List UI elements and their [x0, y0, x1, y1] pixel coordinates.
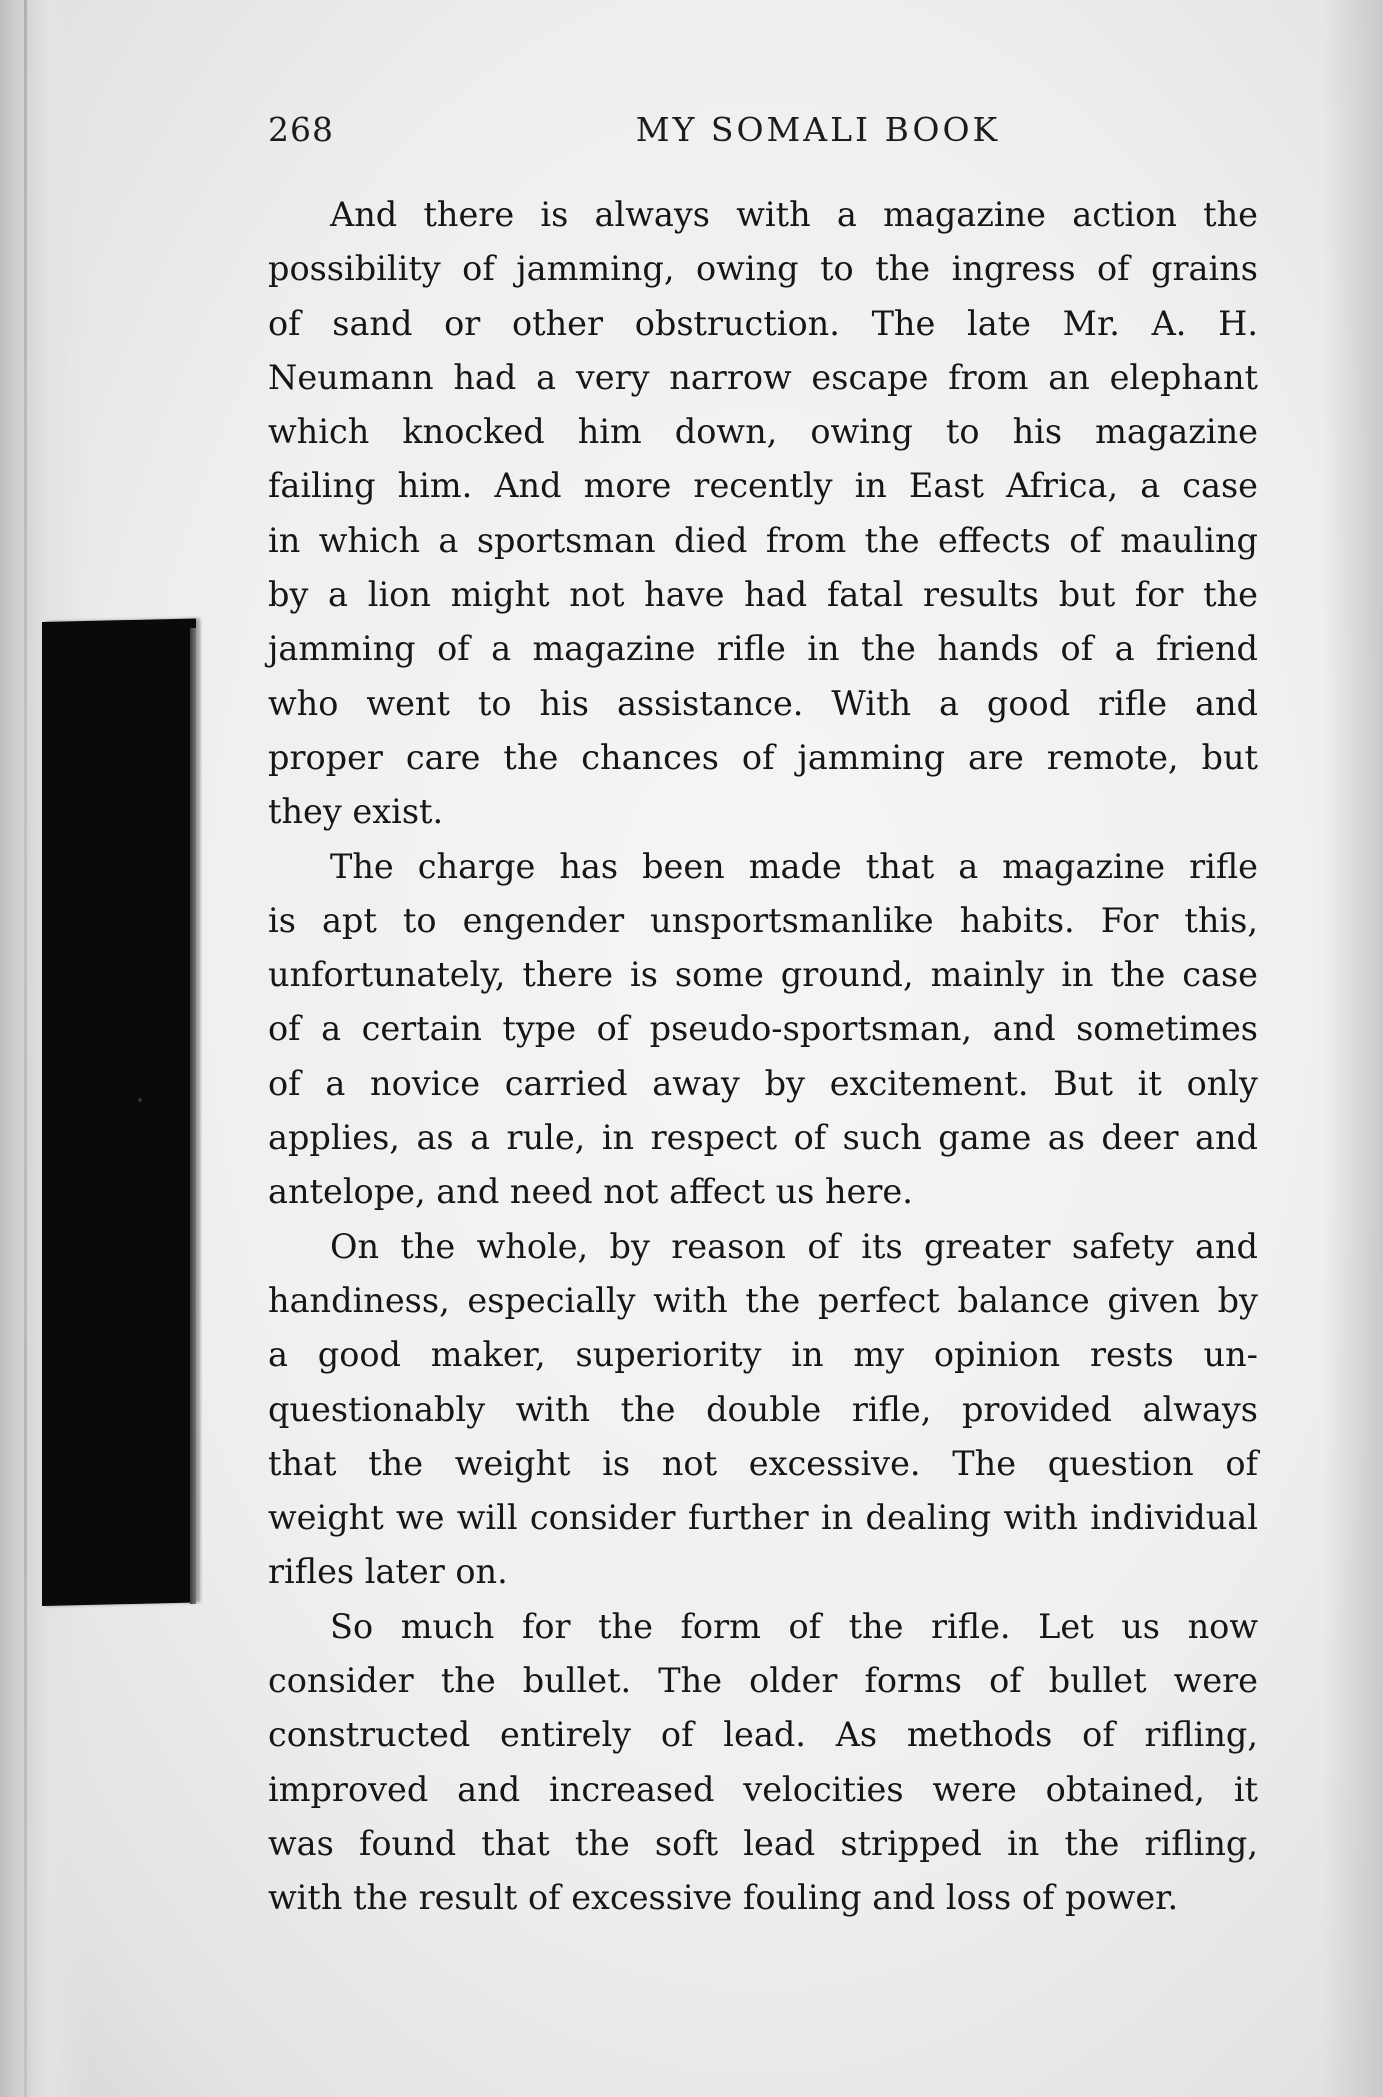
text-line: of a certain type of pseudo-sportsman, and sometimes	[268, 1009, 1258, 1049]
text-line: a good maker, superiority in my opinion rests un-	[268, 1335, 1258, 1375]
text-line: improved and increased velocities were obtained, it	[268, 1769, 1258, 1809]
text-line: of sand or other obstruction. The late Mr. A. H.	[268, 303, 1258, 343]
paragraph	[268, 188, 1258, 840]
text-line: is apt to engender unsportsmanlike habits. For this,	[268, 900, 1258, 940]
text-line: applies, as a rule, in respect of such game as deer and	[268, 1118, 1258, 1158]
text-line: rifles later on.	[268, 1552, 508, 1592]
text-line: Neumann had a very narrow escape from an elephant	[268, 357, 1258, 397]
text-line: weight we will consider further in dealing with individual	[268, 1498, 1258, 1538]
text-line: that the weight is not excessive. The question of	[268, 1443, 1258, 1483]
paragraph	[268, 840, 1258, 1220]
text-line: antelope, and need not affect us here.	[268, 1172, 913, 1212]
body-text	[268, 188, 1258, 1926]
text-line: unfortunately, there is some ground, mainly in the case	[268, 955, 1258, 995]
text-line: in which a sportsman died from the effects of mauling	[268, 520, 1258, 560]
text-line: failing him. And more recently in East Africa, a case	[268, 466, 1258, 506]
text-line: On the whole, by reason of its greater safety and	[330, 1226, 1258, 1266]
text-line: jamming of a magazine rifle in the hands of a friend	[268, 629, 1258, 669]
text-line: they exist.	[268, 792, 444, 832]
text-line: possibility of jamming, owing to the ingress of grains	[268, 249, 1258, 289]
page-number: 268	[268, 110, 334, 149]
text-line: So much for the form of the rifle. Let us now	[330, 1606, 1258, 1646]
spine-fold-line	[24, 0, 27, 2097]
text-line: was found that the soft lead stripped in the rifling,	[268, 1823, 1258, 1863]
text-line: consider the bullet. The older forms of bullet were	[268, 1661, 1258, 1701]
text-line: constructed entirely of lead. As methods of rifling,	[268, 1715, 1258, 1755]
text-line: And there is always with a magazine action the	[330, 195, 1258, 234]
paragraph	[268, 1220, 1258, 1600]
page-edge-shadow	[1323, 0, 1383, 2097]
text-line: with the result of excessive fouling and loss of power.	[268, 1878, 1179, 1918]
page-header	[268, 110, 1258, 170]
text-line: questionably with the double rifle, provided always	[268, 1389, 1258, 1429]
running-title: MY SOMALI BOOK	[635, 110, 1001, 149]
text-line: The charge has been made that a magazine rifle	[330, 846, 1258, 886]
bookmark-strip-edge	[190, 628, 196, 1604]
black-bookmark-strip	[42, 619, 196, 1606]
text-line: handiness, especially with the perfect balance given by	[268, 1280, 1258, 1320]
text-line: of a novice carried away by excitement. But it only	[268, 1063, 1258, 1103]
text-line: who went to his assistance. With a good rifle and	[268, 683, 1258, 723]
paragraph	[268, 1600, 1258, 1926]
text-line: proper care the chances of jamming are remote, but	[268, 737, 1258, 777]
text-line: by a lion might not have had fatal results but for the	[268, 575, 1258, 615]
ink-speck	[138, 1098, 142, 1102]
text-line: which knocked him down, owing to his magazine	[268, 412, 1258, 452]
